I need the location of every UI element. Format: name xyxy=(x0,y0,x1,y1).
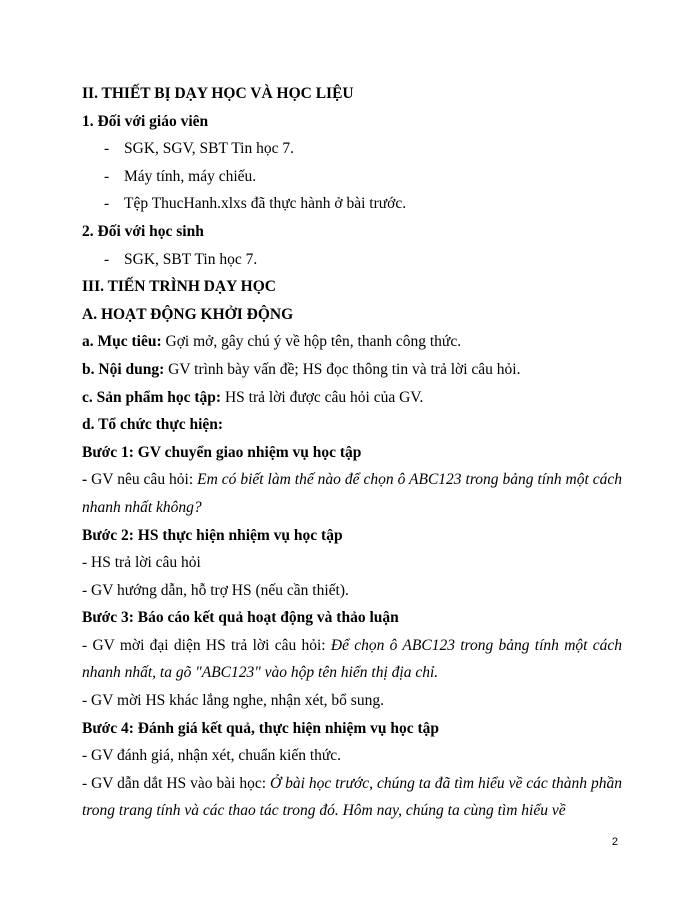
activity-heading: A. HOẠT ĐỘNG KHỞI ĐỘNG xyxy=(82,305,294,323)
step2-line: - HS trả lời câu hỏi xyxy=(82,554,201,572)
step3-answer: Để chọn ô ABC123 trong bảng tính một cách nhanh nhất, ta gõ "ABC123" vào hộp tên hiển thị địa chỉ. xyxy=(82,636,622,682)
step4-line: - GV đánh giá, nhận xét, chuẩn kiến thức. xyxy=(82,747,342,765)
step1-question-paragraph xyxy=(82,466,622,521)
content-line xyxy=(82,356,622,384)
step3-answer-paragraph xyxy=(82,632,622,687)
step4-intro-paragraph xyxy=(82,770,622,825)
list-item-text: SGK, SBT Tin học 7. xyxy=(124,250,258,268)
step3-lead: - GV mời đại diện HS trả lời câu hỏi: xyxy=(82,636,331,654)
step4-intro: Ở bài học trước, chúng ta đã tìm hiểu về các thành phần trong trang tính và các thao tác trong đó. Hôm nay, chúng ta cùng tìm hiểu về xyxy=(82,774,623,820)
page-content xyxy=(82,80,622,825)
step4-lead: - GV dẫn dắt HS vào bài học: xyxy=(82,774,270,792)
list-item-text: Máy tính, máy chiếu. xyxy=(124,167,257,185)
step1-lead: GV nêu câu hỏi: xyxy=(87,471,198,489)
step1-question: Em có biết làm thế nào để chọn ô ABC123 trong bảng tính một cách nhanh nhất không? xyxy=(82,471,623,516)
list-item: - SGK, SGV, SBT Tin học 7. xyxy=(104,140,294,158)
teacher-heading: 1. Đối với giáo viên xyxy=(82,112,209,130)
list-item-text: Tệp ThucHanh.xlxs đã thực hành ở bài trước. xyxy=(124,195,407,213)
page-number: 2 xyxy=(611,836,618,848)
product-line xyxy=(82,384,622,412)
step3-title: Bước 3: Báo cáo kết quả hoạt động và thảo luận xyxy=(82,609,399,627)
goal-text: Gợi mở, gây chú ý về hộp tên, thanh công thức. xyxy=(161,333,462,351)
list-item: - SGK, SBT Tin học 7. xyxy=(104,250,258,268)
step4-title: Bước 4: Đánh giá kết quả, thực hiện nhiệm vụ học tập xyxy=(82,719,440,737)
step2-title: Bước 2: HS thực hiện nhiệm vụ học tập xyxy=(82,526,343,544)
step1-title: Bước 1: GV chuyển giao nhiệm vụ học tập xyxy=(82,443,362,461)
product-text: HS trả lời được câu hỏi của GV. xyxy=(221,388,424,406)
goal-label: a. Mục tiêu: xyxy=(82,333,162,351)
list-item: - Máy tính, máy chiếu. xyxy=(104,167,257,185)
content-label: b. Nội dung: xyxy=(82,360,165,378)
step2-line: - GV hướng dẫn, hỗ trợ HS (nếu cần thiết). xyxy=(82,581,349,599)
product-label: c. Sản phẩm học tập: xyxy=(82,388,222,406)
organization-label: d. Tổ chức thực hiện: xyxy=(82,416,224,434)
equipment-heading: II. THIẾT BỊ DẠY HỌC VÀ HỌC LIỆU xyxy=(82,85,354,102)
content-text: GV trình bày vấn đề; HS đọc thông tin và trả lời câu hỏi. xyxy=(164,360,521,378)
process-heading: III. TIẾN TRÌNH DẠY HỌC xyxy=(82,278,276,296)
list-item: - Tệp ThucHanh.xlxs đã thực hành ở bài trước. xyxy=(104,195,407,213)
student-heading: 2. Đối với học sinh xyxy=(82,222,204,240)
step3-line: - GV mời HS khác lắng nghe, nhận xét, bổ sung. xyxy=(82,692,384,710)
goal-line xyxy=(82,328,622,356)
step1-dash: - xyxy=(82,471,88,489)
list-item-text: SGK, SGV, SBT Tin học 7. xyxy=(124,140,294,158)
